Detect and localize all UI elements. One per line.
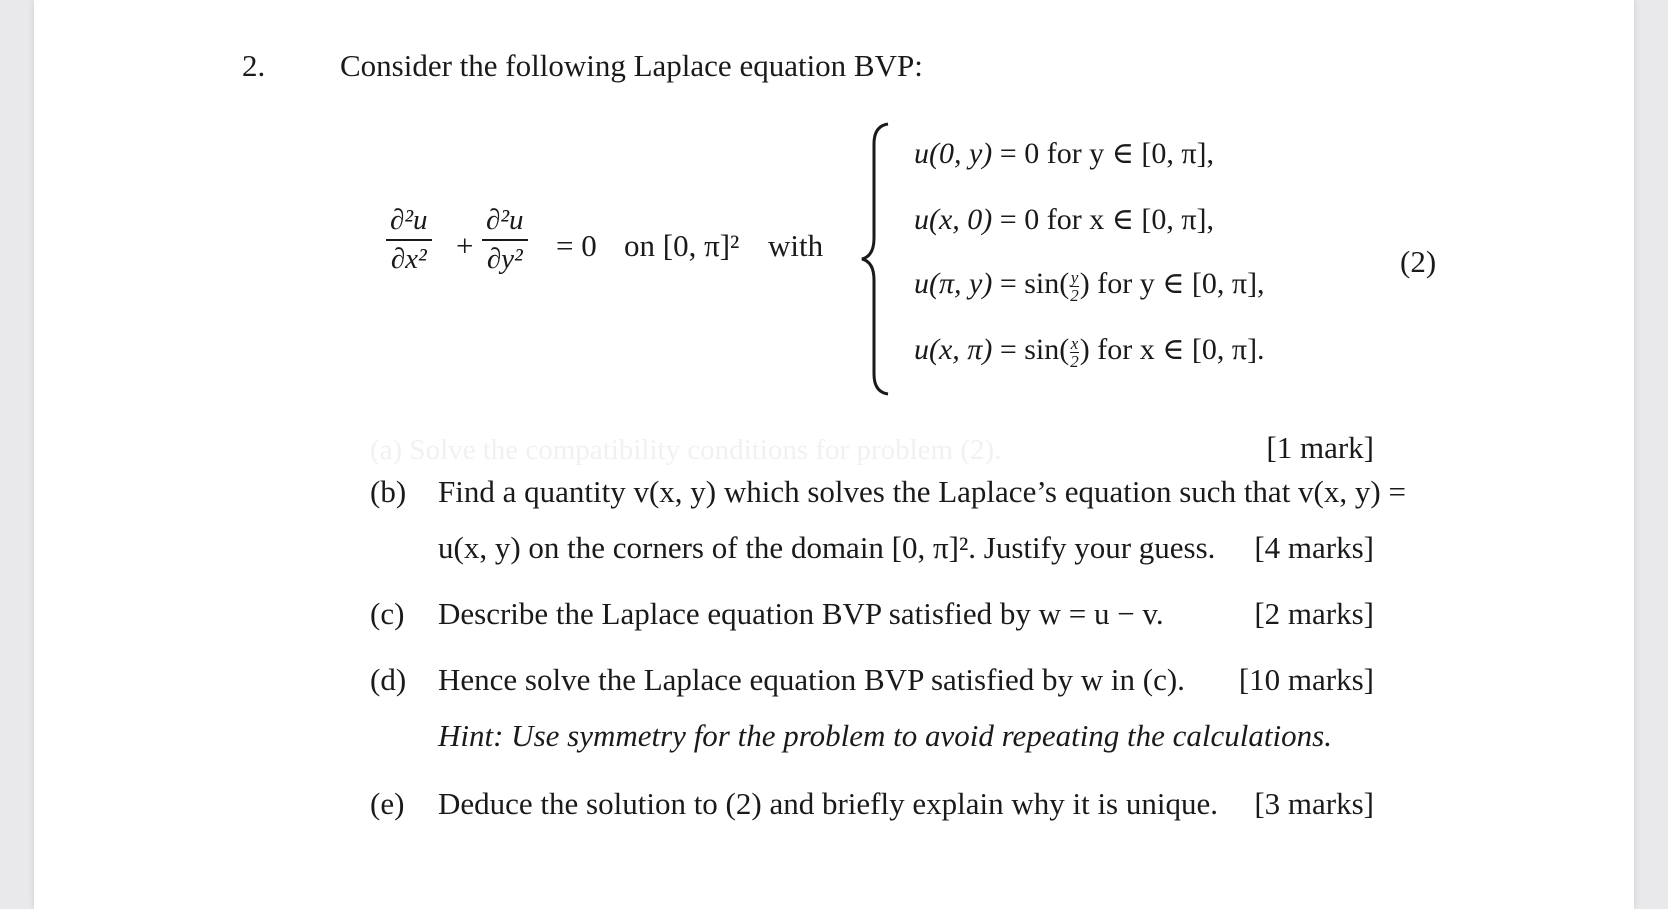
denominator: ∂x² [390, 243, 427, 275]
equals-zero: = 0 [556, 228, 597, 263]
part-b-label: (b) [370, 474, 407, 509]
part-a-faded-text: (a) Solve the compatibility conditions for problem (2). [370, 434, 1002, 466]
part-e-marks: [3 marks] [1254, 786, 1374, 821]
exam-page [34, 0, 1634, 909]
domain-text: on [0, π]² [624, 228, 740, 263]
condition-1: u(0, y) = 0 for y ∈ [0, π], [914, 137, 1215, 170]
part-e-label: (e) [370, 786, 405, 821]
condition-2: u(x, 0) = 0 for x ∈ [0, π], [914, 203, 1215, 236]
part-c-marks: [2 marks] [1254, 596, 1374, 631]
part-e-text: Deduce the solution to (2) and briefly explain why it is unique. [438, 786, 1218, 821]
part-b-line2: u(x, y) on the corners of the domain [0, π]². Justify your guess. [438, 530, 1216, 565]
numerator: ∂²u [390, 204, 428, 236]
numerator: ∂²u [486, 204, 524, 236]
part-c-label: (c) [370, 596, 405, 631]
denominator: ∂y² [486, 243, 523, 275]
question-number: 2. [242, 48, 266, 83]
part-d-hint: Hint: Use symmetry for the problem to avoid repeating the calculations. [438, 718, 1332, 753]
part-b-line1: Find a quantity v(x, y) which solves the Laplace’s equation such that v(x, y) = [438, 474, 1406, 509]
condition-4: u(x, π) = sin( $\frac{x}{2}$ ) for x ∈ [0, π]. [914, 333, 1265, 371]
left-brace-icon [858, 120, 898, 398]
part-a-marks: [1 mark] [1266, 430, 1374, 465]
equation-label: (2) [1400, 244, 1437, 279]
part-c-text: Describe the Laplace equation BVP satisfied by w = u − v. [438, 596, 1164, 631]
part-b-marks: [4 marks] [1254, 530, 1374, 565]
fraction-d2u-dx2 [386, 204, 432, 276]
part-d-marks: [10 marks] [1238, 662, 1374, 697]
question-intro: Consider the following Laplace equation BVP: [340, 48, 923, 83]
condition-3: u(π, y) = sin( $\frac{y}{2}$ ) for y ∈ [0, π], [914, 267, 1265, 305]
plus-sign: + [456, 228, 474, 263]
part-d-text: Hence solve the Laplace equation BVP satisfied by w in (c). [438, 662, 1185, 697]
fraction-d2u-dy2 [482, 204, 528, 276]
part-d-label: (d) [370, 662, 407, 697]
with-text: with [768, 228, 824, 263]
